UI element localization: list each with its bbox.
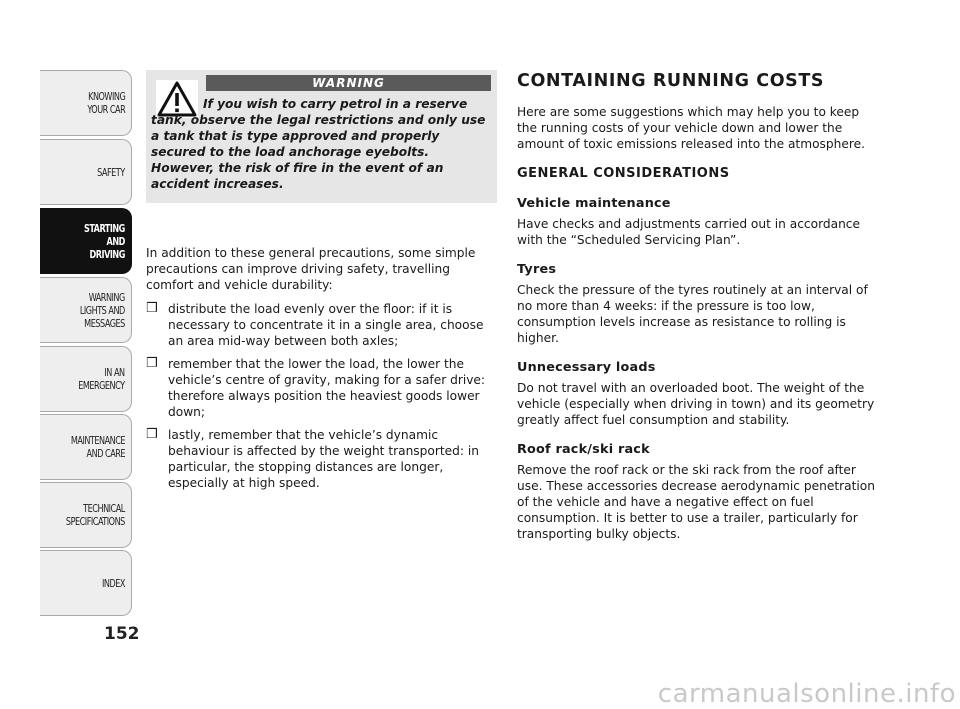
list-item: ❒ remember that the lower the load, the lower the vehicle’s centre of gravity, making for a safer drive: therefore always position the heaviest goods lower down; <box>146 356 486 419</box>
middle-column <box>146 245 498 498</box>
paragraph-vehicle-maintenance: Have checks and adjustments carried out in accordance with the “Scheduled Servicing Plan”. <box>517 217 861 247</box>
page-number: 152 <box>104 624 140 644</box>
subheading-roof-rack: Roof rack/ski rack <box>517 442 650 457</box>
watermark: carmanualsonline.info <box>657 679 956 709</box>
page-title: CONTAINING RUNNING COSTS <box>517 71 825 91</box>
tab-warning-lights[interactable] <box>40 277 132 343</box>
tab-safety[interactable] <box>40 139 132 205</box>
tab-label: TECHNICAL SPECIFICATIONS <box>66 502 125 528</box>
tab-starting-and-driving[interactable] <box>40 208 132 274</box>
tab-label: IN AN EMERGENCY <box>78 366 125 392</box>
tab-label: WARNING LIGHTS AND MESSAGES <box>80 290 125 330</box>
list-item: ❒ lastly, remember that the vehicle’s dynamic behaviour is affected by the weight transported: in particular, the stopping distances are longer, especially at high speed. <box>146 427 479 490</box>
tab-label: INDEX <box>102 576 125 590</box>
subheading-tyres: Tyres <box>517 262 557 277</box>
paragraph-roof-rack: Remove the roof rack or the ski rack from the roof after use. These accessories decrease aerodynamic penetration of the vehicle and have a negative effect on fuel consumption. It is better to use a trailer, particularly for transporting bulky objects. <box>517 463 875 541</box>
intro-paragraph: In addition to these general precautions, some simple precautions can improve driving safety, travelling comfort and vehicle durability: <box>146 246 476 292</box>
section-heading: GENERAL CONSIDERATIONS <box>517 166 730 181</box>
subheading-unnecessary-loads: Unnecessary loads <box>517 360 656 375</box>
warning-text <box>151 96 491 192</box>
tab-label: MAINTENANCE AND CARE <box>70 434 125 460</box>
tab-label: KNOWING YOUR CAR <box>87 90 125 116</box>
precautions-list <box>146 301 498 491</box>
tab-label: SAFETY <box>97 165 125 179</box>
checkbox-bullet-icon: ❒ <box>146 301 158 316</box>
warning-body: If you wish to carry petrol in a reserve tank, observe the legal restrictions and only use a tank that is type approved and properly secured to the load anchorage eyebolts. However, the risk of fire in the event of an accident increases. <box>151 97 486 191</box>
right-column <box>517 70 877 542</box>
warning-title: WARNING <box>206 75 491 91</box>
checkbox-bullet-icon: ❒ <box>146 356 158 371</box>
checkbox-bullet-icon: ❒ <box>146 427 158 442</box>
list-item: ❒ distribute the load evenly over the floor: if it is necessary to concentrate it in a single area, choose an area mid-way between both axles; <box>146 301 484 348</box>
paragraph-unnecessary-loads: Do not travel with an overloaded boot. The weight of the vehicle (especially when driving in town) and its geometry greatly affect fuel consumption and stability. <box>517 381 875 427</box>
intro-text: Here are some suggestions which may help you to keep the running costs of your vehicle down and lower the amount of toxic emissions released into the atmosphere. <box>517 105 865 151</box>
tab-maintenance-and-care[interactable] <box>40 414 132 480</box>
tab-label: STARTING AND DRIVING <box>84 221 125 261</box>
warning-box <box>146 70 497 203</box>
tab-technical-specifications[interactable] <box>40 482 132 548</box>
subheading-vehicle-maintenance: Vehicle maintenance <box>517 196 671 211</box>
tab-knowing-your-car[interactable] <box>40 70 132 136</box>
paragraph-tyres: Check the pressure of the tyres routinely at an interval of no more than 4 weeks: if the pressure is too low, consumption levels increase as resistance to rolling is higher. <box>517 283 868 345</box>
tab-in-an-emergency[interactable] <box>40 346 132 412</box>
tab-index[interactable] <box>40 550 132 616</box>
